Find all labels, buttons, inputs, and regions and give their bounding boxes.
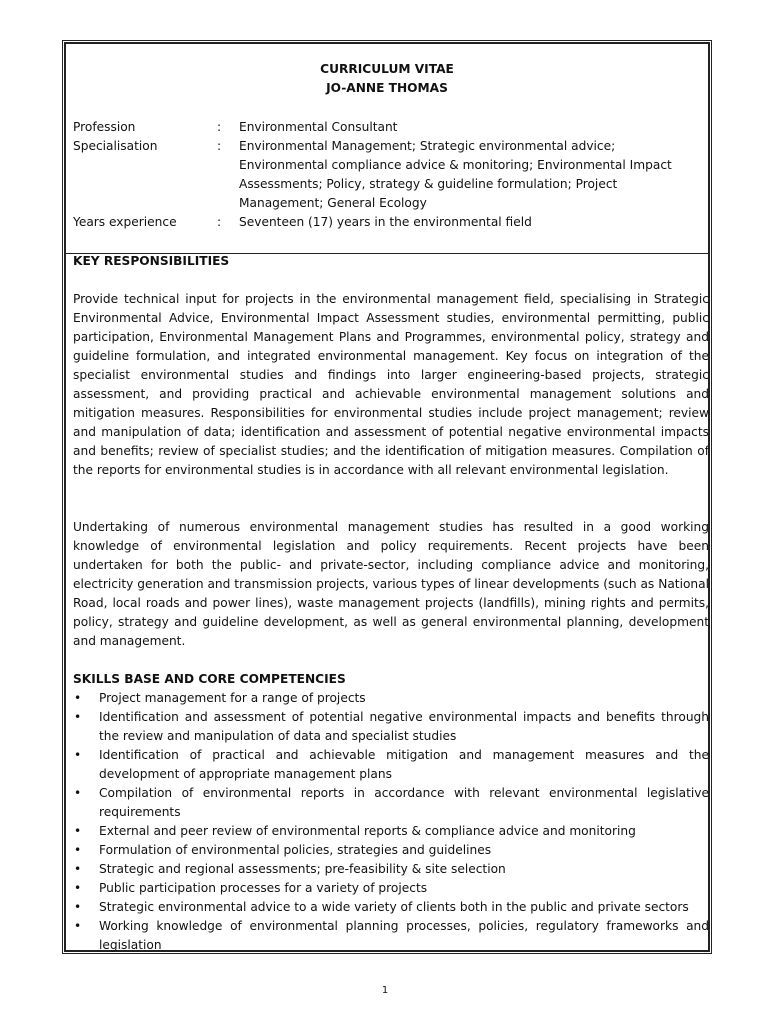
list-item [73,689,709,708]
list-item [73,784,709,822]
bullet-icon: • [74,862,82,876]
list-item [73,708,709,746]
years-experience-colon: : [217,215,222,229]
list-item [73,898,709,917]
specialisation-value: Environmental Management; Strategic environmental advice; Environmental compliance advice & monitoring; Environmental Impact Assessments; Policy, strategy & guideline formulation; Project Management; General Ecology [239,139,672,210]
profession-label: Profession [73,120,136,134]
skill-text: Formulation of environmental policies, strategies and guidelines [99,843,492,857]
key-responsibilities-heading: KEY RESPONSIBILITIES [73,254,230,268]
skill-text: Working knowledge of environmental planning processes, policies, regulatory frameworks and legislation [99,919,709,952]
years-experience-label: Years experience [73,215,177,229]
bullet-icon: • [74,900,82,914]
key-responsibilities-paragraph-2: Undertaking of numerous environmental management studies has resulted in a good working knowledge of environmental legislation and policy requirements. Recent projects have been undertaken for both the public- and private-sector, including compliance advice and monitoring, electricity generation and transmission projects, various types of linear developments (such as National Road, local roads and power lines), waste management projects (landfills), mining rights and permits, policy, strategy and guideline development, as well as general environmental planning, development and management. [73,520,709,648]
specialisation-label: Specialisation [73,139,158,153]
cv-frame [62,40,712,954]
skill-text: Identification and assessment of potential negative environmental impacts and benefits through the review and manipulation of data and specialist studies [99,710,709,743]
skill-text: External and peer review of environmental reports & compliance advice and monitoring [99,824,636,838]
bullet-icon: • [74,824,82,838]
bullet-icon: • [74,881,82,895]
bullet-icon: • [74,843,82,857]
skill-text: Strategic environmental advice to a wide variety of clients both in the public and private sectors [99,900,689,914]
document-title: CURRICULUM VITAE [320,62,454,76]
profession-colon: : [217,120,222,134]
skill-text: Project management for a range of projects [99,691,366,705]
bullet-icon: • [74,710,82,724]
skill-text: Strategic and regional assessments; pre-feasibility & site selection [99,862,506,876]
list-item [73,879,709,898]
years-experience-value: Seventeen (17) years in the environmental field [239,215,532,229]
list-item [73,860,709,879]
specialisation-colon: : [217,139,222,153]
skill-text: Identification of practical and achievable mitigation and management measures and the development of appropriate management plans [99,748,709,781]
list-item [73,746,709,784]
list-item [73,822,709,841]
skills-heading: SKILLS BASE AND CORE COMPETENCIES [73,672,346,686]
skill-text: Compilation of environmental reports in accordance with relevant environmental legislative requirements [99,786,709,819]
list-item [73,841,709,860]
bullet-icon: • [74,919,82,933]
key-responsibilities-paragraph-1: Provide technical input for projects in the environmental management field, specialising in Strategic Environmental Advice, Environmental Impact Assessment studies, environmental permitting, public participation, Environmental Management Plans and Programmes, environmental policy, strategy and guideline formulation, and integrated environmental management. Key focus on integration of the specialist environmental studies and findings into larger engineering-based projects, strategic assessment, and providing practical and achievable environmental management solutions and mitigation measures. Responsibilities for environmental studies include project management; review and manipulation of data; identification and assessment of potential negative environmental impacts and benefits; review of specialist studies; and the identification of mitigation measures. Compilation of the reports for environmental studies is in accordance with all relevant environmental legislation. [73,292,709,477]
bullet-icon: • [74,786,82,800]
skills-list [73,689,709,955]
person-name: JO-ANNE THOMAS [326,81,448,95]
page-number: 1 [381,985,389,996]
list-item [73,917,709,955]
profession-value: Environmental Consultant [239,120,398,134]
skill-text: Public participation processes for a variety of projects [99,881,428,895]
bullet-icon: • [74,691,82,705]
bullet-icon: • [74,748,82,762]
